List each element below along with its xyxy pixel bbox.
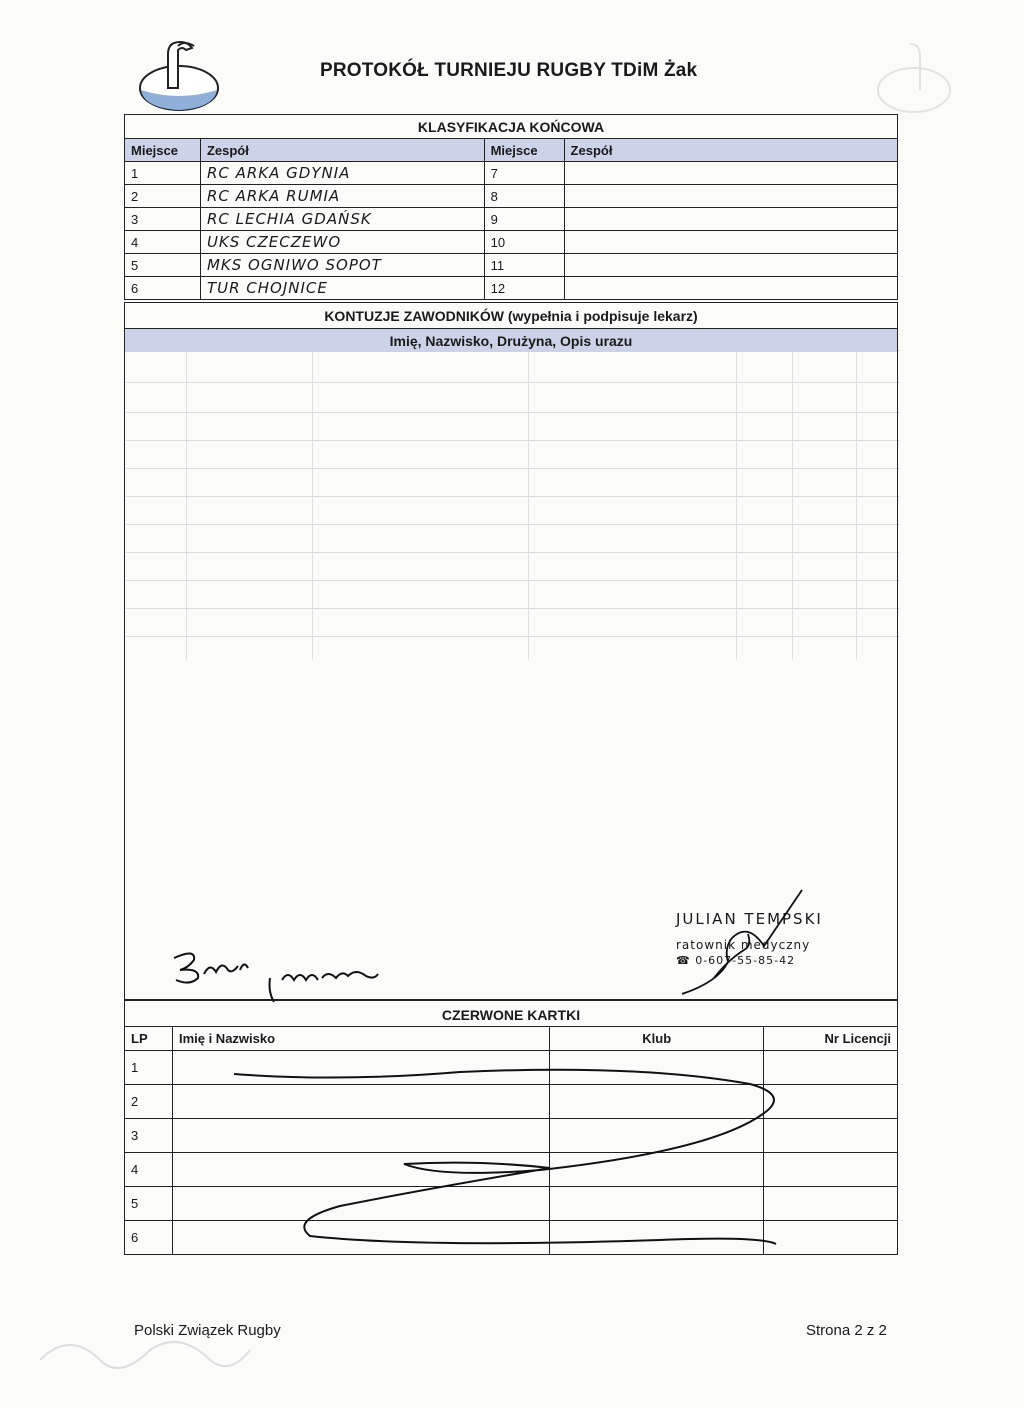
col-name-header: Imię i Nazwisko <box>172 1027 549 1051</box>
team2-cell <box>564 162 897 185</box>
red-cards-title: CZERWONE KARTKI <box>124 1000 898 1026</box>
col-license-header: Nr Licencji <box>764 1027 898 1051</box>
classification-table <box>124 138 898 300</box>
team2-cell <box>564 208 897 231</box>
col-team2-header: Zespół <box>564 139 897 162</box>
place2-cell: 10 <box>484 231 564 254</box>
col-team-header: Zespół <box>200 139 484 162</box>
table-row <box>125 185 898 208</box>
lp-cell: 2 <box>125 1085 173 1119</box>
cross-out-stroke-icon <box>220 1060 790 1260</box>
lp-cell: 1 <box>125 1051 173 1085</box>
lp-cell: 6 <box>125 1221 173 1255</box>
lp-cell: 3 <box>125 1119 173 1153</box>
place-cell: 3 <box>125 208 201 231</box>
team-cell: RC ARKA RUMIA <box>200 185 484 208</box>
red-cards-header-row <box>125 1027 898 1051</box>
eagle-logo-icon <box>138 36 220 112</box>
team2-cell <box>564 254 897 277</box>
place2-cell: 9 <box>484 208 564 231</box>
place-cell: 6 <box>125 277 201 300</box>
table-row <box>125 231 898 254</box>
document-title: PROTOKÓŁ TURNIEJU RUGBY TDiM Żak <box>320 60 698 81</box>
team2-cell <box>564 277 897 300</box>
place-cell: 1 <box>125 162 201 185</box>
place-cell: 5 <box>125 254 201 277</box>
team-cell: TUR CHOJNICE <box>200 277 484 300</box>
team-cell: MKS OGNIWO SOPOT <box>200 254 484 277</box>
classification-title: KLASYFIKACJA KOŃCOWA <box>124 114 898 138</box>
table-row <box>125 277 898 300</box>
team-cell: RC ARKA GDYNIA <box>200 162 484 185</box>
injuries-subtitle: Imię, Nazwisko, Drużyna, Opis urazu <box>124 328 898 352</box>
ghost-signature-icon <box>30 1320 260 1390</box>
classification-header-row <box>125 139 898 162</box>
place2-cell: 12 <box>484 277 564 300</box>
injuries-title: KONTUZJE ZAWODNIKÓW (wypełnia i podpisuje lekarz) <box>124 302 898 328</box>
team2-cell <box>564 231 897 254</box>
col-lp-header: LP <box>125 1027 173 1051</box>
col-place2-header: Miejsce <box>484 139 564 162</box>
lp-cell: 5 <box>125 1187 173 1221</box>
col-place-header: Miejsce <box>125 139 201 162</box>
medic-name: JULIAN TEMPSKI <box>676 910 823 928</box>
medic-role: ratownik medyczny <box>676 938 811 952</box>
lp-cell: 4 <box>125 1153 173 1187</box>
team-cell: UKS CZECZEWO <box>200 231 484 254</box>
team-cell: RC LECHIA GDAŃSK <box>200 208 484 231</box>
footer-page-number: Strona 2 z 2 <box>806 1322 887 1339</box>
col-club-header: Klub <box>550 1027 764 1051</box>
place2-cell: 8 <box>484 185 564 208</box>
place2-cell: 11 <box>484 254 564 277</box>
phone-icon: ☎ <box>676 954 696 967</box>
place2-cell: 7 <box>484 162 564 185</box>
ghost-logo-icon <box>874 36 954 116</box>
place-cell: 2 <box>125 185 201 208</box>
table-row <box>125 208 898 231</box>
table-row <box>125 162 898 185</box>
place-cell: 4 <box>125 231 201 254</box>
team2-cell <box>564 185 897 208</box>
table-row <box>125 254 898 277</box>
medic-signature-icon <box>668 886 818 1006</box>
medic-phone-number: 0-607-55-85-42 <box>695 954 796 967</box>
footer-organization: Polski Związek Rugby <box>134 1322 281 1339</box>
